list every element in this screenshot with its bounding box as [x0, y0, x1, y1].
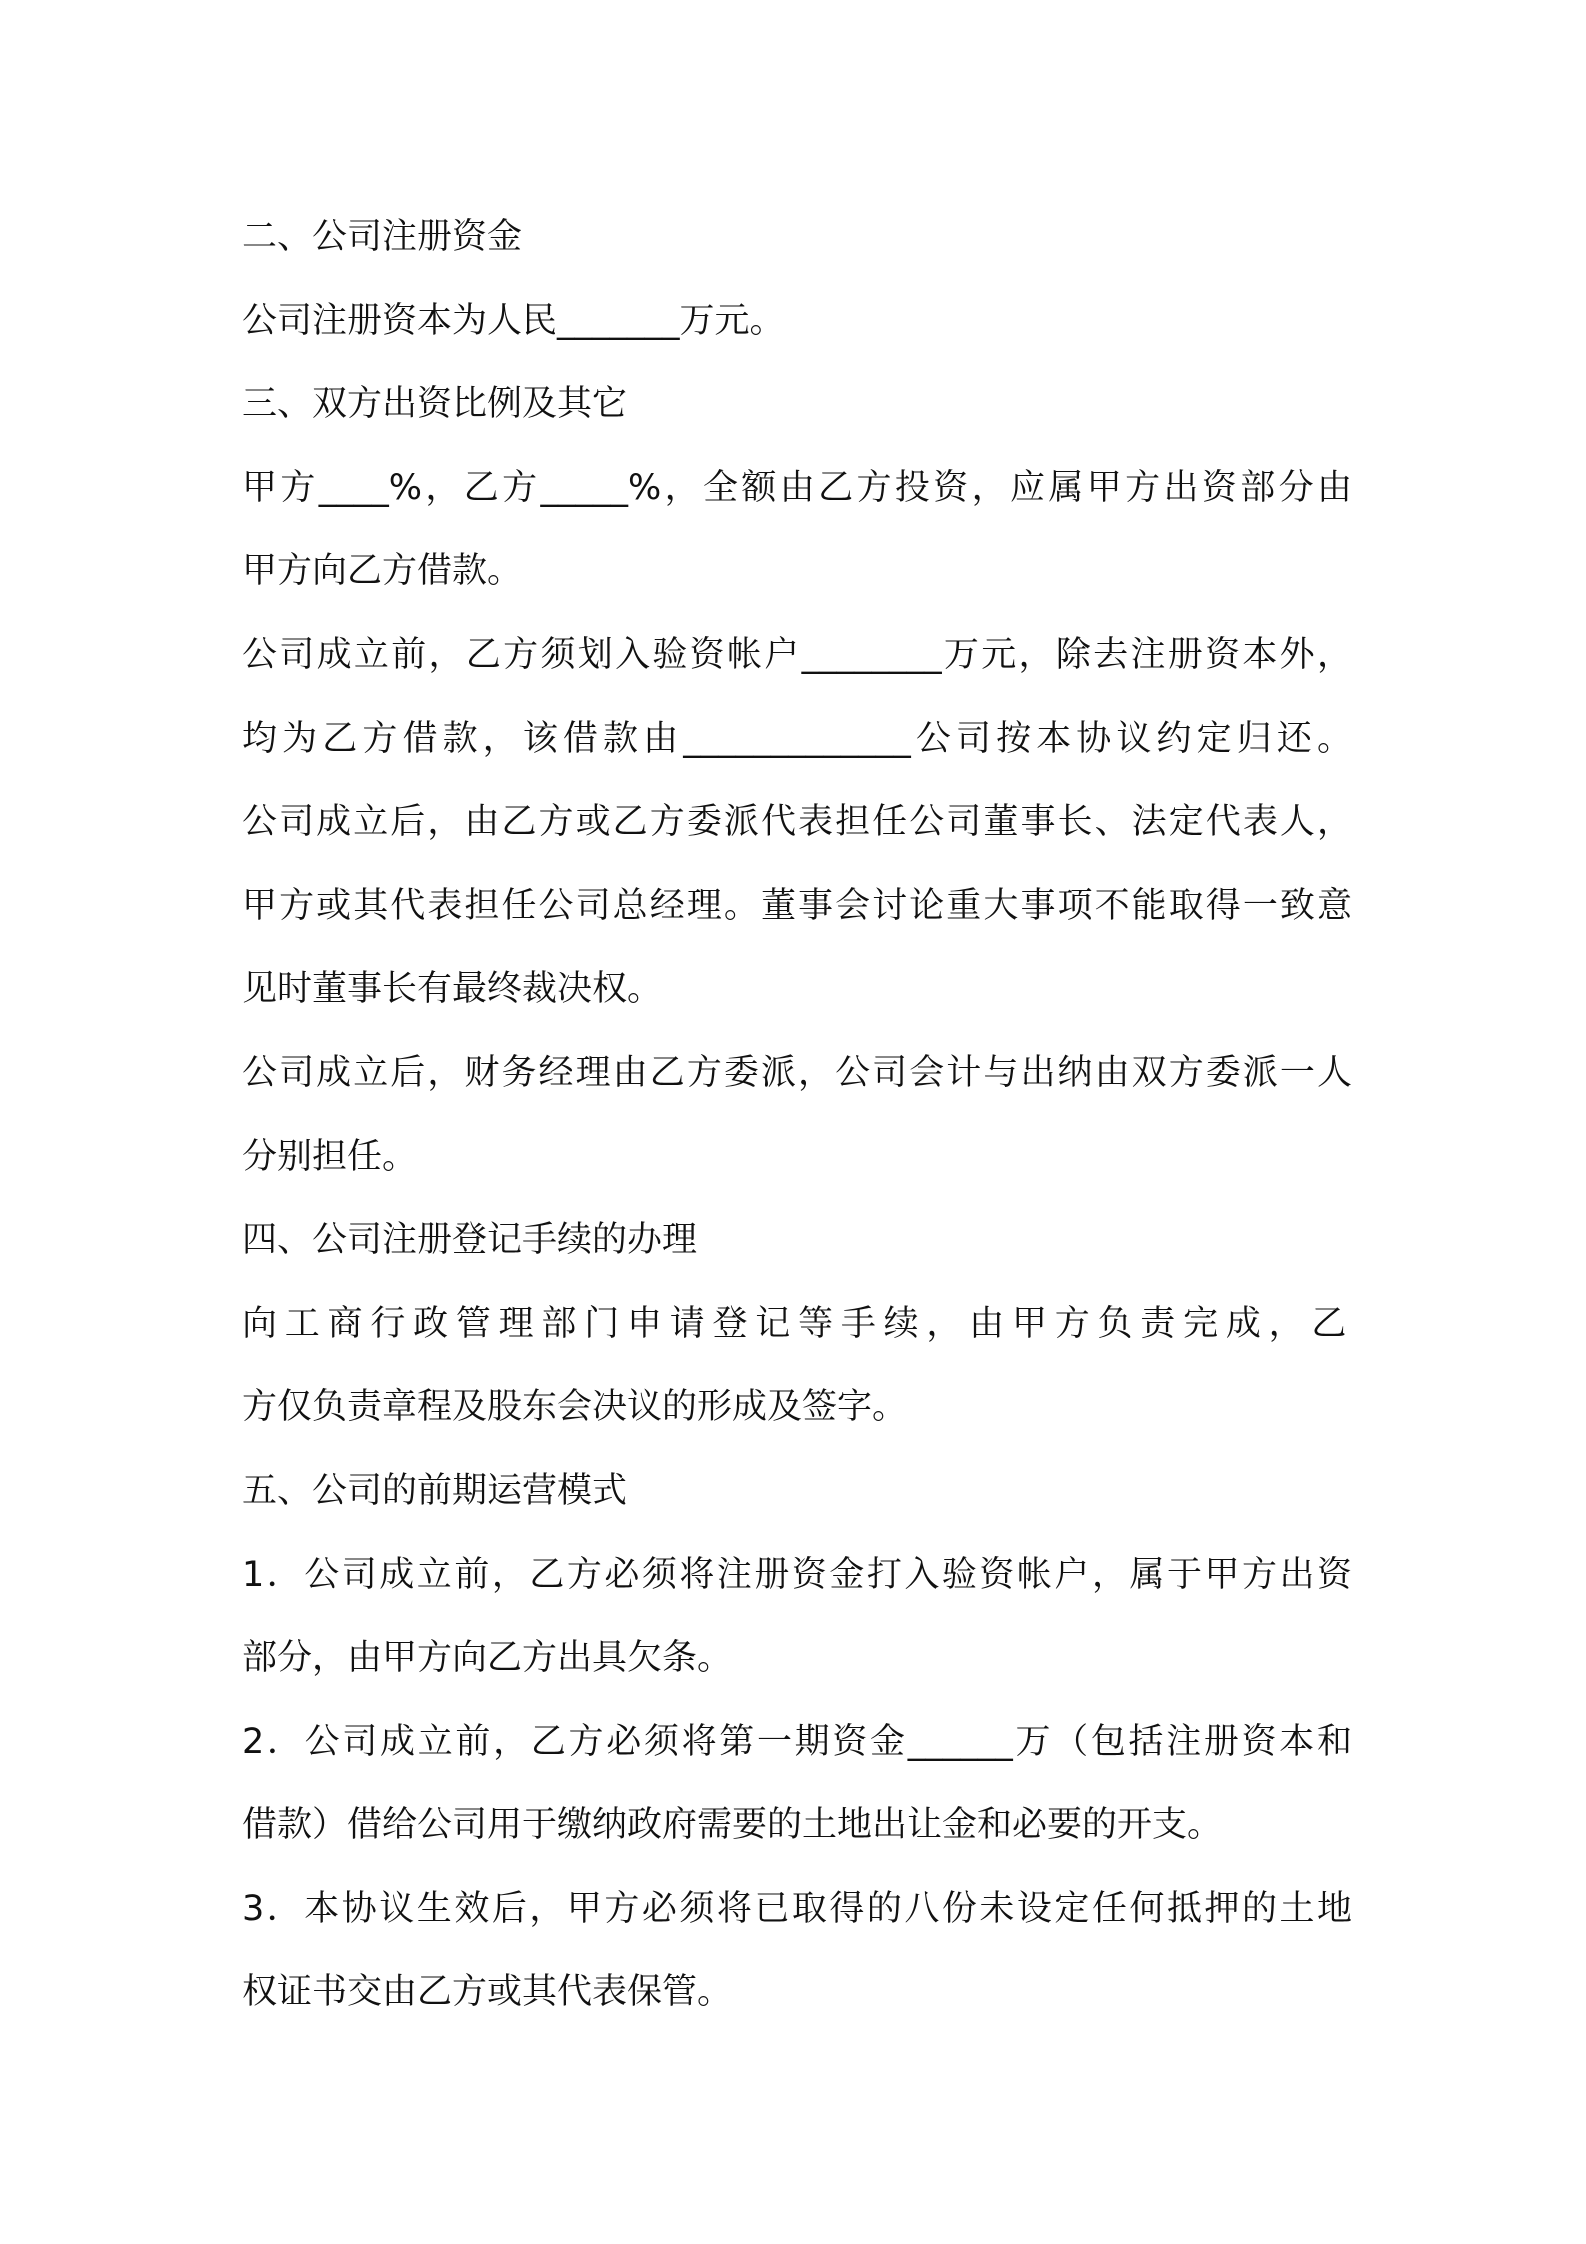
list-item-line: 部分，由甲方向乙方出具欠条。 [242, 1638, 733, 1679]
list-item-line: 1．公司成立前，乙方必须将注册资金打入验资帐户，属于甲方出资 [242, 1554, 1352, 1595]
section-heading-early-operation-mode: 五、公司的前期运营模式 [242, 1470, 628, 1511]
paragraph-line: 分别担任。 [242, 1136, 418, 1177]
paragraph-line: 公司成立后，由乙方或乙方委派代表担任公司董事长、法定代表人， [242, 802, 1352, 843]
list-item-line: 借款）借给公司用于缴纳政府需要的土地出让金和必要的开支。 [242, 1805, 1223, 1846]
paragraph-line: 甲方____%，乙方_____%，全额由乙方投资，应属甲方出资部分由 [242, 467, 1352, 508]
section-heading-registered-capital: 二、公司注册资金 [242, 217, 523, 257]
paragraph-line: 甲方向乙方借款。 [242, 551, 523, 592]
document-body [242, 196, 1352, 2035]
paragraph-line: 公司注册资本为人民_______万元。 [242, 300, 785, 341]
list-item-line: 3．本协议生效后，甲方必须将已取得的八份未设定任何抵押的土地 [242, 1888, 1352, 1929]
section-heading-registration-procedures: 四、公司注册登记手续的办理 [242, 1220, 698, 1261]
section-heading-contribution-ratio: 三、双方出资比例及其它 [242, 384, 628, 425]
paragraph-line: 向工商行政管理部门申请登记等手续，由甲方负责完成，乙 [242, 1303, 1352, 1344]
paragraph-line: 方仅负责章程及股东会决议的形成及签字。 [242, 1387, 908, 1428]
list-item-line: 权证书交由乙方或其代表保管。 [242, 1972, 733, 2013]
paragraph-line: 公司成立后，财务经理由乙方委派，公司会计与出纳由双方委派一人 [242, 1052, 1352, 1093]
paragraph-line: 均为乙方借款，该借款由_____________公司按本协议约定归还。 [242, 718, 1352, 759]
paragraph-line: 见时董事长有最终裁决权。 [242, 969, 663, 1010]
paragraph-line: 甲方或其代表担任公司总经理。董事会讨论重大事项不能取得一致意 [242, 885, 1352, 926]
list-item-line: 2．公司成立前，乙方必须将第一期资金______万（包括注册资本和 [242, 1721, 1352, 1762]
paragraph-line: 公司成立前，乙方须划入验资帐户________万元，除去注册资本外， [242, 634, 1352, 675]
